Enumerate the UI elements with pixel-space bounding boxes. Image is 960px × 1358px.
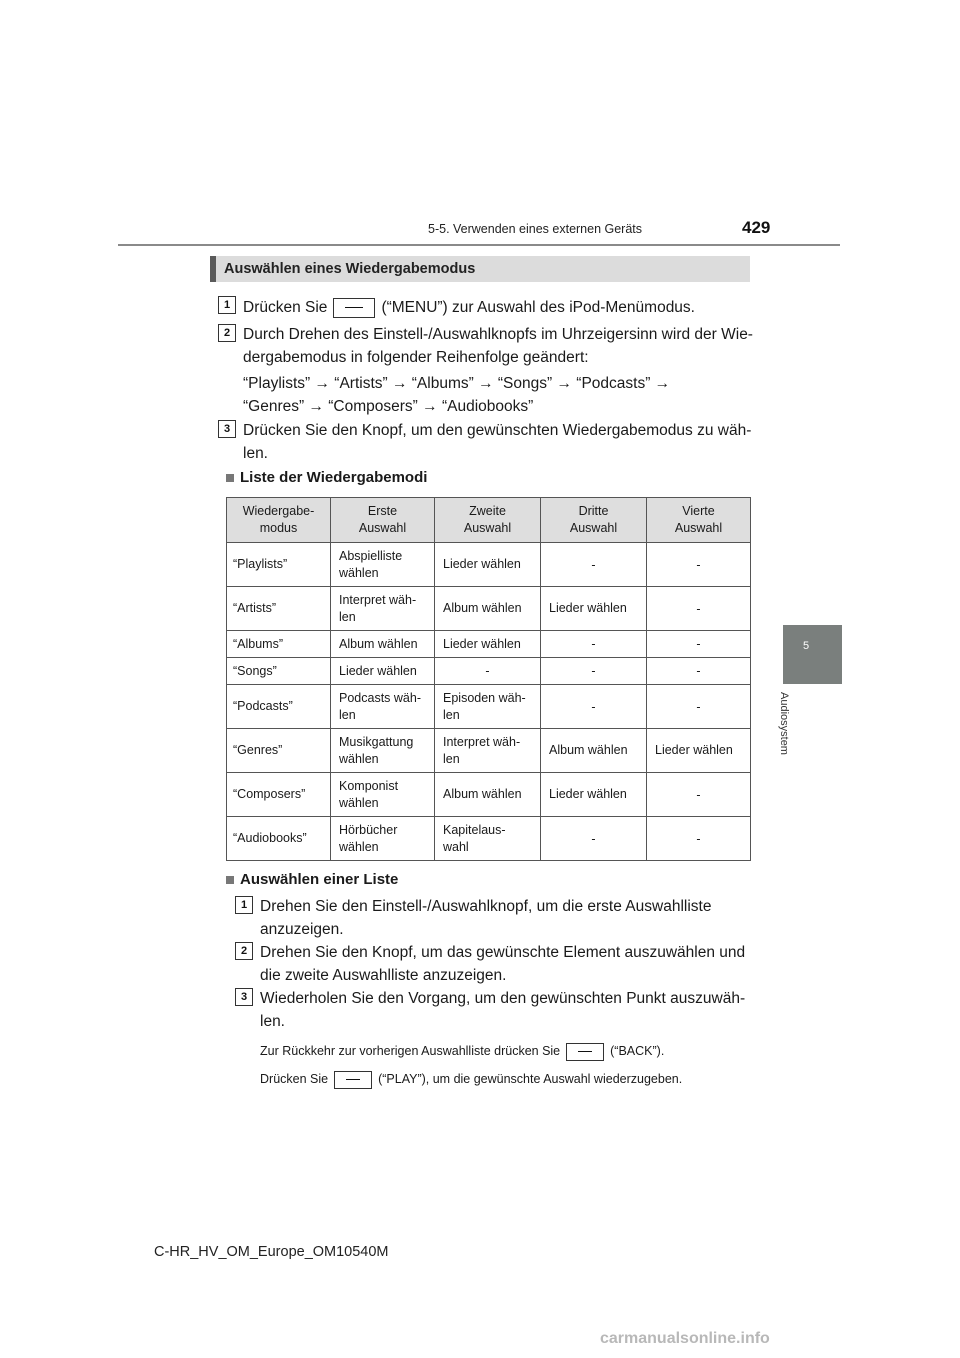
table-cell: -	[647, 685, 751, 729]
step-text: Drücken Sie den Knopf, um den gewünschten Wiedergabemodus zu wäh-	[243, 422, 752, 439]
note-text	[260, 1070, 682, 1089]
table-cell: Hörbücher wählen	[331, 817, 435, 861]
step-text: Drehen Sie den Einstell-/Auswahlknopf, um die erste Auswahlliste	[260, 898, 712, 915]
mode-sequence: “Playlists” → “Artists” → “Albums” → “Songs” → “Podcasts” →	[243, 375, 671, 392]
table-cell: Lieder wählen	[541, 773, 647, 817]
table-row	[227, 543, 751, 587]
step-text	[243, 296, 695, 319]
table-cell: Lieder wählen	[435, 631, 541, 658]
step-text: Drehen Sie den Knopf, um das gewünschte Element auszuwählen und	[260, 944, 746, 961]
table-cell: -	[647, 773, 751, 817]
table-header-cell: Zweite Auswahl	[435, 498, 541, 543]
table-row	[227, 817, 751, 861]
note-text	[260, 1042, 664, 1061]
chapter-label	[778, 692, 814, 802]
table-row	[227, 685, 751, 729]
table-row	[227, 773, 751, 817]
step-text-part: Drücken Sie	[243, 299, 328, 316]
table-header-cell: Vierte Auswahl	[647, 498, 751, 543]
table-cell: Episoden wäh- len	[435, 685, 541, 729]
table-cell: Komponist wählen	[331, 773, 435, 817]
back-button-icon	[566, 1043, 604, 1061]
table-cell-mode: “Playlists”	[227, 543, 331, 587]
table-header-cell: Wiedergabe- modus	[227, 498, 331, 543]
table-cell: Lieder wählen	[435, 543, 541, 587]
table-cell-mode: “Audiobooks”	[227, 817, 331, 861]
subheading	[226, 469, 427, 486]
step-number: 1	[218, 296, 236, 314]
table-cell: -	[647, 587, 751, 631]
table-cell: -	[647, 631, 751, 658]
bullet-square-icon	[226, 474, 234, 482]
chapter-tab	[783, 625, 842, 684]
document-code: C-HR_HV_OM_Europe_OM10540M	[154, 1244, 389, 1260]
table-cell: -	[541, 631, 647, 658]
table-cell: Lieder wählen	[541, 587, 647, 631]
bullet-square-icon	[226, 876, 234, 884]
table-cell: -	[647, 543, 751, 587]
step-text: Wiederholen Sie den Vorgang, um den gewünschten Punkt auszuwäh-	[260, 990, 746, 1007]
table-cell: -	[541, 543, 647, 587]
table-row	[227, 631, 751, 658]
table-cell: -	[647, 658, 751, 685]
note-text-part: (“PLAY”), um die gewünschte Auswahl wiederzugeben.	[378, 1072, 683, 1086]
step-number: 3	[218, 420, 236, 438]
table-cell: Kapitelaus- wahl	[435, 817, 541, 861]
table-cell-mode: “Albums”	[227, 631, 331, 658]
table-header-cell: Dritte Auswahl	[541, 498, 647, 543]
watermark: carmanualsonline.info	[600, 1330, 770, 1347]
table-cell-mode: “Songs”	[227, 658, 331, 685]
chapter-tab-number: 5	[802, 640, 810, 652]
table-cell: Podcasts wäh- len	[331, 685, 435, 729]
table-cell: Album wählen	[435, 773, 541, 817]
table-cell: Lieder wählen	[331, 658, 435, 685]
table-cell: Album wählen	[331, 631, 435, 658]
table-cell: -	[541, 658, 647, 685]
subheading-text: Auswählen einer Liste	[240, 871, 399, 888]
table-cell-mode: “Genres”	[227, 729, 331, 773]
table-header-row	[227, 498, 751, 543]
table-row	[227, 587, 751, 631]
table-row	[227, 729, 751, 773]
note-text-part: (“BACK”).	[610, 1044, 665, 1058]
play-button-icon	[334, 1071, 372, 1089]
step-text: die zweite Auswahlliste anzuzeigen.	[260, 967, 507, 984]
table-cell: Abspielliste wählen	[331, 543, 435, 587]
table-cell: -	[541, 685, 647, 729]
step-number: 2	[218, 324, 236, 342]
menu-button-icon	[333, 298, 375, 318]
table-row	[227, 658, 751, 685]
step-text: Durch Drehen des Einstell-/Auswahlknopfs im Uhrzeigersinn wird der Wie-	[243, 326, 753, 343]
step-text: dergabemodus in folgender Reihenfolge geändert:	[243, 349, 589, 366]
header-divider	[118, 244, 840, 246]
section-heading-bar	[210, 256, 750, 282]
step-number: 2	[235, 942, 253, 960]
note-text-part: Zur Rückkehr zur vorherigen Auswahlliste drücken Sie	[260, 1044, 561, 1058]
table-cell: Lieder wählen	[647, 729, 751, 773]
table-cell-mode: “Artists”	[227, 587, 331, 631]
step-number: 3	[235, 988, 253, 1006]
table-cell: -	[647, 817, 751, 861]
step-text: len.	[260, 1013, 285, 1030]
table-cell-mode: “Composers”	[227, 773, 331, 817]
subheading-text: Liste der Wiedergabemodi	[240, 469, 428, 486]
section-title: 5-5. Verwenden eines externen Geräts	[428, 222, 643, 236]
step-number: 1	[235, 896, 253, 914]
table-cell: -	[435, 658, 541, 685]
chapter-label-text: Audiosystem	[778, 692, 790, 755]
table-cell: Album wählen	[541, 729, 647, 773]
table-cell-mode: “Podcasts”	[227, 685, 331, 729]
table-cell: Musikgattung wählen	[331, 729, 435, 773]
heading-accent	[210, 256, 216, 282]
mode-sequence: “Genres” → “Composers” → “Audiobooks”	[243, 398, 534, 415]
table-header-cell: Erste Auswahl	[331, 498, 435, 543]
note-text-part: Drücken Sie	[260, 1072, 329, 1086]
table-cell: Album wählen	[435, 587, 541, 631]
step-text: anzuzeigen.	[260, 921, 344, 938]
table-cell: Interpret wäh- len	[435, 729, 541, 773]
modes-table	[226, 497, 751, 861]
table-cell: -	[541, 817, 647, 861]
step-text-part: (“MENU”) zur Auswahl des iPod-Menümodus.	[381, 299, 695, 316]
subheading	[226, 871, 398, 888]
table-cell: Interpret wäh- len	[331, 587, 435, 631]
step-text: len.	[243, 445, 268, 462]
section-heading: Auswählen eines Wiedergabemodus	[224, 261, 476, 277]
page-number: 429	[742, 218, 771, 237]
